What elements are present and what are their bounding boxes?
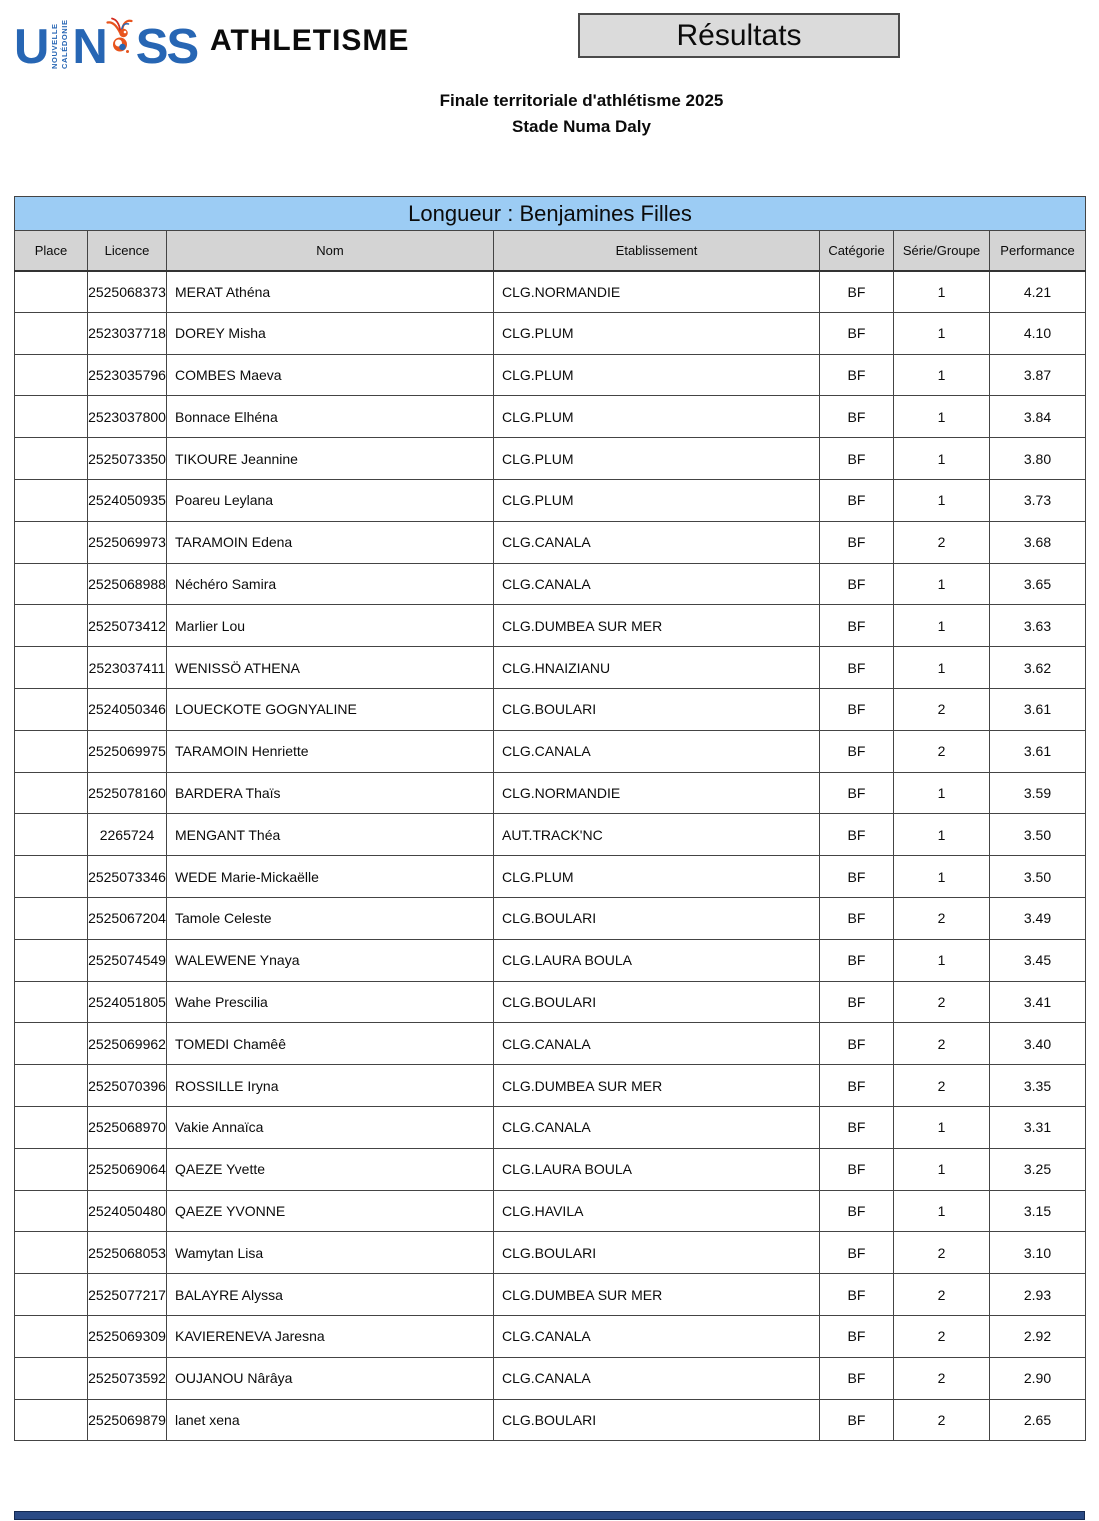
cell-performance: 3.31 (990, 1106, 1086, 1148)
cell-performance: 3.62 (990, 647, 1086, 689)
cell-performance: 3.61 (990, 688, 1086, 730)
cell-performance: 3.10 (990, 1232, 1086, 1274)
cell-categorie: BF (820, 1399, 894, 1441)
cell-performance: 3.50 (990, 856, 1086, 898)
cell-etablissement: CLG.BOULARI (494, 1399, 820, 1441)
cell-nom: Wamytan Lisa (167, 1232, 494, 1274)
table-row (15, 897, 1086, 939)
event-subtitle (64, 88, 1099, 140)
cell-categorie: BF (820, 1315, 894, 1357)
cell-place (15, 605, 88, 647)
cell-serie-groupe: 2 (894, 1232, 990, 1274)
cell-place (15, 897, 88, 939)
event-venue: Stade Numa Daly (512, 117, 651, 136)
cell-serie-groupe: 1 (894, 647, 990, 689)
cell-categorie: BF (820, 479, 894, 521)
table-row (15, 856, 1086, 898)
cell-serie-groupe: 2 (894, 1065, 990, 1107)
cell-licence: 2525069973 (88, 521, 167, 563)
cell-licence: 2524050346 (88, 688, 167, 730)
logo-letter-s2: S (166, 20, 198, 74)
cell-nom: TIKOURE Jeannine (167, 438, 494, 480)
table-row (15, 939, 1086, 981)
cell-performance: 4.10 (990, 312, 1086, 354)
table-row (15, 438, 1086, 480)
region-line-1: NOUVELLE (50, 23, 60, 69)
cell-licence: 2525068373 (88, 271, 167, 313)
cell-serie-groupe: 1 (894, 563, 990, 605)
cell-categorie: BF (820, 1148, 894, 1190)
cell-categorie: BF (820, 897, 894, 939)
col-header-etablissement: Etablissement (494, 231, 820, 271)
table-row (15, 354, 1086, 396)
cell-nom: QAEZE Yvette (167, 1148, 494, 1190)
cell-place (15, 479, 88, 521)
cell-serie-groupe: 1 (894, 1148, 990, 1190)
cell-categorie: BF (820, 605, 894, 647)
cell-performance: 4.21 (990, 271, 1086, 313)
cell-nom: COMBES Maeva (167, 354, 494, 396)
region-line-2: CALÉDONIE (60, 19, 70, 69)
cell-nom: Néchéro Samira (167, 563, 494, 605)
cell-categorie: BF (820, 647, 894, 689)
cell-serie-groupe: 2 (894, 521, 990, 563)
cell-categorie: BF (820, 312, 894, 354)
cell-serie-groupe: 1 (894, 354, 990, 396)
cell-place (15, 1315, 88, 1357)
cell-nom: TOMEDI Chamêê (167, 1023, 494, 1065)
cell-etablissement: CLG.PLUM (494, 354, 820, 396)
cell-nom: BARDERA Thaïs (167, 772, 494, 814)
cell-serie-groupe: 1 (894, 1190, 990, 1232)
cell-etablissement: CLG.PLUM (494, 396, 820, 438)
cell-place (15, 1148, 88, 1190)
cell-place (15, 312, 88, 354)
cell-licence: 2525069309 (88, 1315, 167, 1357)
cell-performance: 2.92 (990, 1315, 1086, 1357)
cell-etablissement: CLG.CANALA (494, 1357, 820, 1399)
cell-licence: 2525070396 (88, 1065, 167, 1107)
cell-serie-groupe: 2 (894, 1399, 990, 1441)
results-banner: Résultats (578, 13, 900, 58)
cell-place (15, 939, 88, 981)
cell-categorie: BF (820, 1190, 894, 1232)
cell-serie-groupe: 2 (894, 688, 990, 730)
cell-etablissement: CLG.CANALA (494, 563, 820, 605)
cell-performance: 3.15 (990, 1190, 1086, 1232)
cell-etablissement: CLG.PLUM (494, 438, 820, 480)
cell-serie-groupe: 2 (894, 1357, 990, 1399)
cell-place (15, 730, 88, 772)
cell-place (15, 563, 88, 605)
cell-place (15, 1399, 88, 1441)
cell-serie-groupe: 1 (894, 772, 990, 814)
cell-serie-groupe: 2 (894, 1315, 990, 1357)
cell-etablissement: CLG.HNAIZIANU (494, 647, 820, 689)
cell-licence: 2523037800 (88, 396, 167, 438)
cell-nom: TARAMOIN Edena (167, 521, 494, 563)
cell-etablissement: CLG.BOULARI (494, 688, 820, 730)
cell-serie-groupe: 1 (894, 1106, 990, 1148)
table-row (15, 814, 1086, 856)
cell-nom: Vakie Annaïca (167, 1106, 494, 1148)
cell-place (15, 772, 88, 814)
cell-licence: 2524051805 (88, 981, 167, 1023)
cell-nom: Bonnace Elhéna (167, 396, 494, 438)
cell-categorie: BF (820, 1357, 894, 1399)
cell-etablissement: CLG.PLUM (494, 856, 820, 898)
table-row (15, 730, 1086, 772)
cell-categorie: BF (820, 814, 894, 856)
table-row (15, 1399, 1086, 1441)
table-header-row (15, 231, 1086, 271)
cell-etablissement: CLG.BOULARI (494, 897, 820, 939)
cell-place (15, 981, 88, 1023)
cell-nom: Poareu Leylana (167, 479, 494, 521)
cell-nom: WEDE Marie-Mickaëlle (167, 856, 494, 898)
cell-serie-groupe: 1 (894, 856, 990, 898)
cell-serie-groupe: 1 (894, 271, 990, 313)
cell-performance: 3.40 (990, 1023, 1086, 1065)
table-row (15, 396, 1086, 438)
cell-place (15, 438, 88, 480)
cell-etablissement: CLG.BOULARI (494, 981, 820, 1023)
cell-licence: 2525067204 (88, 897, 167, 939)
cell-nom: ROSSILLE Iryna (167, 1065, 494, 1107)
cell-serie-groupe: 2 (894, 1023, 990, 1065)
cell-performance: 3.65 (990, 563, 1086, 605)
cell-etablissement: CLG.DUMBEA SUR MER (494, 1065, 820, 1107)
cell-performance: 3.87 (990, 354, 1086, 396)
cell-etablissement: AUT.TRACK'NC (494, 814, 820, 856)
cell-place (15, 1106, 88, 1148)
table-row (15, 312, 1086, 354)
cell-serie-groupe: 1 (894, 396, 990, 438)
cell-categorie: BF (820, 1106, 894, 1148)
cell-nom: DOREY Misha (167, 312, 494, 354)
cell-nom: WALEWENE Ynaya (167, 939, 494, 981)
cell-licence: 2525073592 (88, 1357, 167, 1399)
cell-serie-groupe: 1 (894, 438, 990, 480)
cell-nom: lanet xena (167, 1399, 494, 1441)
cell-categorie: BF (820, 438, 894, 480)
cell-etablissement: CLG.CANALA (494, 521, 820, 563)
cell-categorie: BF (820, 1023, 894, 1065)
col-header-licence: Licence (88, 231, 167, 271)
cell-serie-groupe: 1 (894, 312, 990, 354)
cell-categorie: BF (820, 1065, 894, 1107)
cell-etablissement: CLG.NORMANDIE (494, 271, 820, 313)
unss-logo (14, 2, 198, 74)
cell-performance: 3.63 (990, 605, 1086, 647)
table-row (15, 981, 1086, 1023)
cell-nom: QAEZE YVONNE (167, 1190, 494, 1232)
cell-licence: 2523037411 (88, 647, 167, 689)
cell-etablissement: CLG.PLUM (494, 312, 820, 354)
cell-licence: 2525078160 (88, 772, 167, 814)
cell-licence: 2525068053 (88, 1232, 167, 1274)
table-row (15, 271, 1086, 313)
cell-performance: 3.68 (990, 521, 1086, 563)
cell-licence: 2525069064 (88, 1148, 167, 1190)
cell-licence: 2525073350 (88, 438, 167, 480)
cell-categorie: BF (820, 1274, 894, 1316)
cell-performance: 3.59 (990, 772, 1086, 814)
cell-categorie: BF (820, 1232, 894, 1274)
cell-licence: 2525074549 (88, 939, 167, 981)
logo-letter-u: U (14, 20, 48, 74)
cell-licence: 2525073412 (88, 605, 167, 647)
cell-licence: 2525069962 (88, 1023, 167, 1065)
cell-performance: 3.35 (990, 1065, 1086, 1107)
cell-place (15, 521, 88, 563)
results-tbody (15, 271, 1086, 1441)
cell-place (15, 1357, 88, 1399)
next-section-title-bar (14, 1511, 1085, 1520)
cell-categorie: BF (820, 271, 894, 313)
cell-performance: 3.25 (990, 1148, 1086, 1190)
cell-licence: 2523035796 (88, 354, 167, 396)
logo-letter-n: N (72, 20, 106, 74)
results-table (14, 196, 1086, 1441)
col-header-categorie: Catégorie (820, 231, 894, 271)
cell-categorie: BF (820, 521, 894, 563)
cell-nom: TARAMOIN Henriette (167, 730, 494, 772)
event-title: Finale territoriale d'athlétisme 2025 (439, 91, 724, 110)
table-row (15, 647, 1086, 689)
cell-performance: 3.45 (990, 939, 1086, 981)
cell-serie-groupe: 2 (894, 730, 990, 772)
cell-licence: 2525069879 (88, 1399, 167, 1441)
cell-place (15, 396, 88, 438)
cell-categorie: BF (820, 772, 894, 814)
cell-serie-groupe: 2 (894, 1274, 990, 1316)
cell-serie-groupe: 1 (894, 479, 990, 521)
cell-serie-groupe: 1 (894, 814, 990, 856)
cell-nom: MERAT Athéna (167, 271, 494, 313)
cell-performance: 3.73 (990, 479, 1086, 521)
table-row (15, 1023, 1086, 1065)
cell-place (15, 1023, 88, 1065)
col-header-performance: Performance (990, 231, 1086, 271)
cell-categorie: BF (820, 563, 894, 605)
table-row (15, 1274, 1086, 1316)
cell-etablissement: CLG.HAVILA (494, 1190, 820, 1232)
cell-etablissement: CLG.CANALA (494, 1315, 820, 1357)
cell-etablissement: CLG.BOULARI (494, 1232, 820, 1274)
cell-performance: 3.61 (990, 730, 1086, 772)
table-row (15, 479, 1086, 521)
cell-serie-groupe: 1 (894, 605, 990, 647)
cell-categorie: BF (820, 688, 894, 730)
cell-licence: 2523037718 (88, 312, 167, 354)
cagou-bird-icon (105, 0, 137, 73)
cell-categorie: BF (820, 856, 894, 898)
cell-categorie: BF (820, 396, 894, 438)
cell-nom: OUJANOU Nârâya (167, 1357, 494, 1399)
table-row (15, 605, 1086, 647)
cell-nom: BALAYRE Alyssa (167, 1274, 494, 1316)
cell-serie-groupe: 1 (894, 939, 990, 981)
cell-nom: Wahe Prescilia (167, 981, 494, 1023)
cell-categorie: BF (820, 730, 894, 772)
table-row (15, 1232, 1086, 1274)
region-label (50, 19, 70, 69)
cell-performance: 3.50 (990, 814, 1086, 856)
cell-performance: 3.80 (990, 438, 1086, 480)
cell-place (15, 647, 88, 689)
table-row (15, 688, 1086, 730)
cell-licence: 2265724 (88, 814, 167, 856)
cell-place (15, 856, 88, 898)
col-header-place: Place (15, 231, 88, 271)
table-row (15, 1315, 1086, 1357)
cell-place (15, 688, 88, 730)
cell-etablissement: CLG.DUMBEA SUR MER (494, 1274, 820, 1316)
table-row (15, 772, 1086, 814)
table-row (15, 1357, 1086, 1399)
cell-etablissement: CLG.NORMANDIE (494, 772, 820, 814)
cell-licence: 2525073346 (88, 856, 167, 898)
cell-serie-groupe: 2 (894, 981, 990, 1023)
cell-performance: 3.84 (990, 396, 1086, 438)
table-row (15, 1065, 1086, 1107)
col-header-serie-groupe: Série/Groupe (894, 231, 990, 271)
cell-place (15, 1274, 88, 1316)
table-title-row (15, 197, 1086, 231)
cell-nom: MENGANT Théa (167, 814, 494, 856)
cell-nom: WENISSÖ ATHENA (167, 647, 494, 689)
cell-performance: 3.41 (990, 981, 1086, 1023)
cell-etablissement: CLG.CANALA (494, 1106, 820, 1148)
cell-etablissement: CLG.DUMBEA SUR MER (494, 605, 820, 647)
cell-nom: Tamole Celeste (167, 897, 494, 939)
cell-performance: 2.90 (990, 1357, 1086, 1399)
cell-etablissement: CLG.LAURA BOULA (494, 1148, 820, 1190)
cell-licence: 2525068988 (88, 563, 167, 605)
cell-licence: 2525069975 (88, 730, 167, 772)
cell-nom: LOUECKOTE GOGNYALINE (167, 688, 494, 730)
table-row (15, 563, 1086, 605)
cell-performance: 2.65 (990, 1399, 1086, 1441)
cell-etablissement: CLG.PLUM (494, 479, 820, 521)
cell-place (15, 1065, 88, 1107)
cell-nom: Marlier Lou (167, 605, 494, 647)
cell-place (15, 1232, 88, 1274)
cell-performance: 3.49 (990, 897, 1086, 939)
table-row (15, 1190, 1086, 1232)
cell-performance: 2.93 (990, 1274, 1086, 1316)
cell-categorie: BF (820, 354, 894, 396)
cell-licence: 2524050480 (88, 1190, 167, 1232)
sport-title: ATHLETISME (210, 24, 410, 57)
cell-categorie: BF (820, 939, 894, 981)
table-row (15, 1148, 1086, 1190)
table-row (15, 521, 1086, 563)
table-title: Longueur : Benjamines Filles (15, 197, 1086, 231)
cell-place (15, 814, 88, 856)
cell-licence: 2525077217 (88, 1274, 167, 1316)
cell-serie-groupe: 2 (894, 897, 990, 939)
cell-place (15, 271, 88, 313)
cell-etablissement: CLG.LAURA BOULA (494, 939, 820, 981)
cell-etablissement: CLG.CANALA (494, 1023, 820, 1065)
cell-licence: 2525068970 (88, 1106, 167, 1148)
cell-nom: KAVIERENEVA Jaresna (167, 1315, 494, 1357)
col-header-nom: Nom (167, 231, 494, 271)
cell-place (15, 1190, 88, 1232)
logo-letter-s1: S (135, 20, 167, 74)
table-row (15, 1106, 1086, 1148)
cell-place (15, 354, 88, 396)
cell-etablissement: CLG.CANALA (494, 730, 820, 772)
cell-licence: 2524050935 (88, 479, 167, 521)
cell-categorie: BF (820, 981, 894, 1023)
